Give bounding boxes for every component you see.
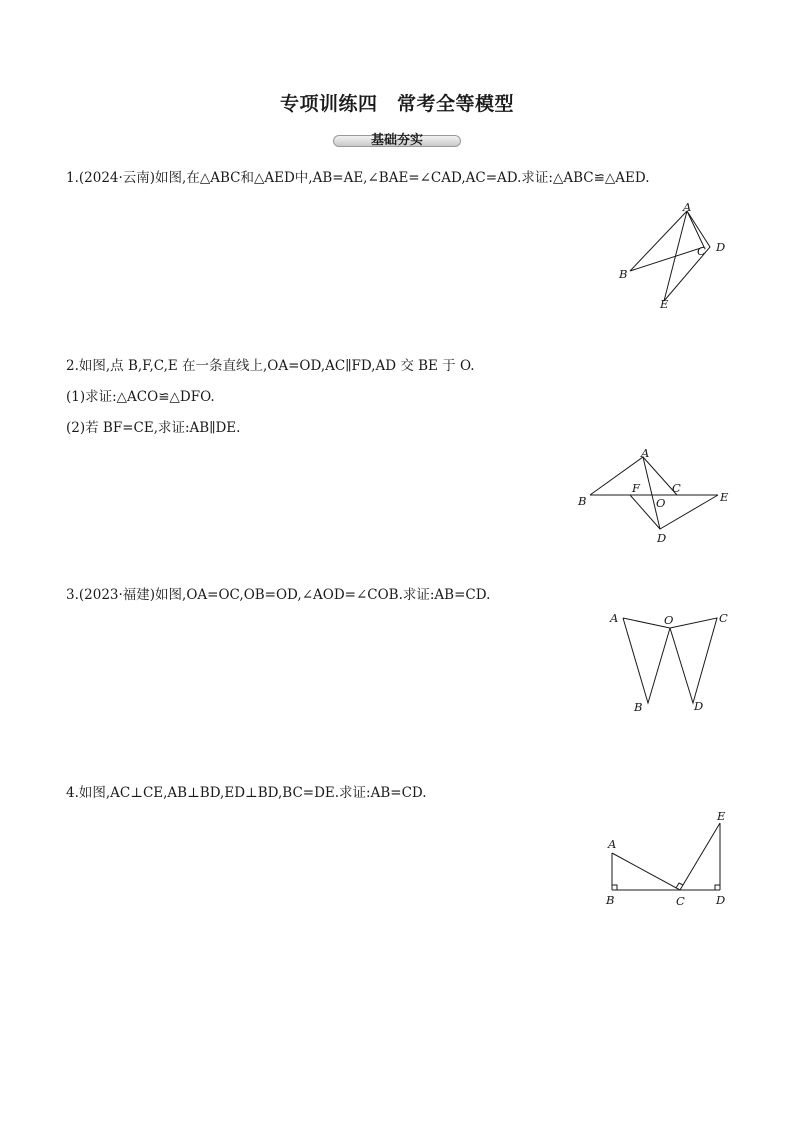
- label-o: O: [664, 613, 674, 627]
- triangle-aob: [623, 618, 670, 703]
- question-3: 3.(2023·福建)如图,OA=OC,OB=OD,∠AOD=∠COB.求证:AB=CD.: [66, 587, 491, 603]
- label-c: C: [719, 611, 728, 625]
- label-e: E: [720, 490, 729, 504]
- path-b-a-d-e: [590, 457, 718, 529]
- page-title: 专项训练四 常考全等模型: [279, 93, 514, 115]
- label-o: O: [656, 496, 666, 510]
- label-e: E: [660, 297, 669, 311]
- label-c: C: [672, 481, 681, 495]
- figure-2: [575, 445, 735, 550]
- section-badge-label: 基础夯实: [370, 133, 423, 148]
- figure-3: [605, 605, 735, 717]
- right-angle-mark-b: [612, 885, 617, 890]
- label-e: E: [717, 809, 726, 823]
- label-a: A: [683, 200, 692, 214]
- figure-4: [600, 805, 735, 910]
- question-2-part-2: (2)若 BF=CE,求证:AB∥DE.: [66, 420, 241, 436]
- label-c: C: [697, 244, 706, 258]
- section-badge: [333, 131, 461, 151]
- segment-ac: [612, 853, 680, 890]
- label-b: B: [619, 267, 628, 281]
- label-a: A: [608, 837, 617, 851]
- question-1: 1.(2024·云南)如图,在△ABC和△AED中,AB=AE,∠BAE=∠CAD,AC=AD.求证:△ABC≌△AED.: [66, 170, 650, 186]
- label-b: B: [578, 494, 587, 508]
- label-d: D: [694, 699, 704, 713]
- right-angle-mark-d: [715, 885, 720, 890]
- label-d: D: [716, 240, 726, 254]
- triangle-cod: [670, 618, 717, 703]
- question-4: 4.如图,AC⊥CE,AB⊥BD,ED⊥BD,BC=DE.求证:AB=CD.: [66, 785, 427, 801]
- label-a: A: [641, 446, 650, 460]
- label-d: D: [657, 531, 667, 545]
- figure-1: [612, 198, 737, 313]
- label-a: A: [610, 611, 619, 625]
- question-2-part-1: (1)求证:△ACO≌△DFO.: [66, 389, 215, 405]
- label-c: C: [676, 894, 685, 908]
- segment-ce: [680, 823, 720, 890]
- question-2: 2.如图,点 B,F,C,E 在一条直线上,OA=OD,AC∥FD,AD 交 BE 于 O.: [66, 358, 475, 374]
- label-d: D: [716, 893, 726, 907]
- label-b: B: [606, 893, 615, 907]
- label-f: F: [632, 481, 640, 495]
- label-b: B: [634, 700, 643, 714]
